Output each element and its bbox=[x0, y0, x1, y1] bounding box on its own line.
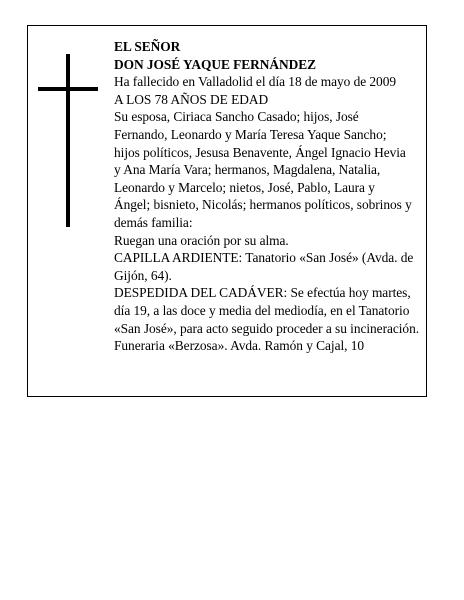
death-line: Ha fallecido en Valladolid el día 18 de mayo de 2009 bbox=[114, 74, 396, 90]
chapel-line: Gijón, 64). bbox=[114, 267, 172, 283]
farewell-line: DESPEDIDA DEL CADÁVER: Se efectúa hoy martes, bbox=[114, 285, 411, 301]
family-line: demás familia: bbox=[114, 214, 193, 230]
family-line: Ángel; bisnieto, Nicolás; hermanos políticos, sobrinos y bbox=[114, 197, 412, 213]
family-line: hijos políticos, Jesusa Benavente, Ángel Ignacio Hevia bbox=[114, 144, 406, 160]
deceased-name: DON JOSÉ YAQUE FERNÁNDEZ bbox=[114, 56, 317, 72]
family-line: y Ana María Vara; hermanos, Magdalena, Natalia, bbox=[114, 162, 381, 178]
farewell-line: «San José», para acto seguido proceder a su incineración. bbox=[114, 320, 420, 336]
family-line: Fernando, Leonardo y María Teresa Yaque Sancho; bbox=[114, 126, 387, 142]
family-line: Su esposa, Ciriaca Sancho Casado; hijos, José bbox=[114, 109, 359, 125]
cross-icon bbox=[38, 54, 98, 227]
chapel-line: CAPILLA ARDIENTE: Tanatorio «San José» (Avda. de bbox=[114, 250, 414, 266]
funeral-home-line: Funeraria «Berzosa». Avda. Ramón y Cajal, 10 bbox=[114, 338, 365, 354]
title-line-1: EL SEÑOR bbox=[114, 39, 181, 54]
obituary-notice bbox=[27, 25, 427, 397]
age-line: A LOS 78 AÑOS DE EDAD bbox=[114, 91, 269, 107]
notice-text bbox=[114, 38, 427, 355]
prayer-line: Ruegan una oración por su alma. bbox=[114, 232, 289, 248]
family-line: Leonardo y Marcelo; nietos, José, Pablo, Laura y bbox=[114, 179, 375, 195]
farewell-line: día 19, a las doce y media del mediodía, en el Tanatorio bbox=[114, 302, 410, 318]
